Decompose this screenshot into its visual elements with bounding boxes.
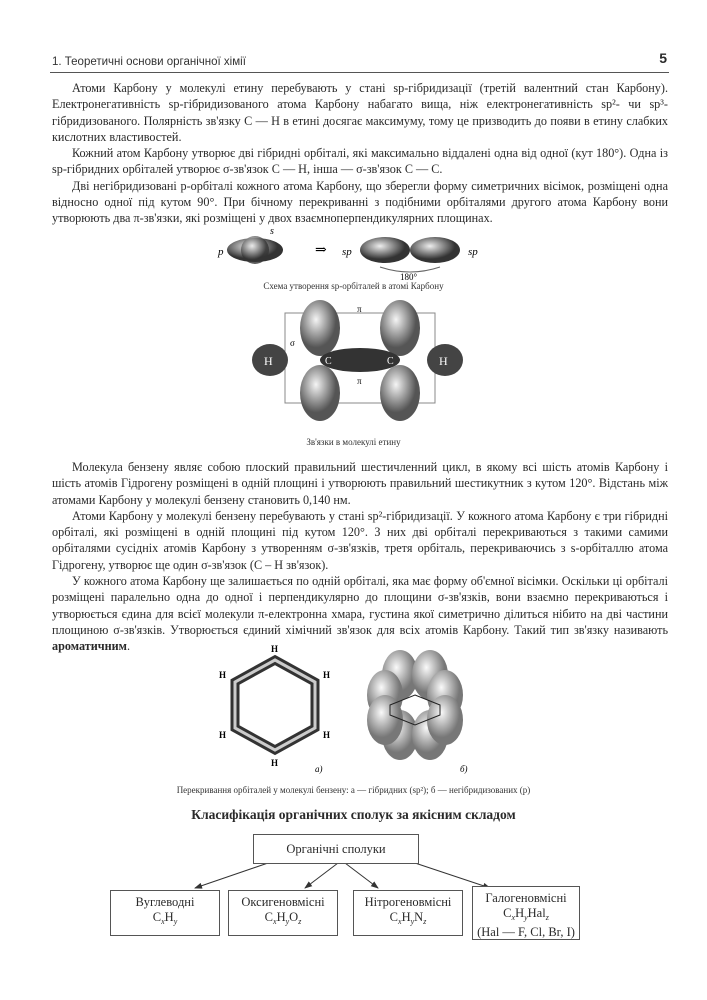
- paragraph: Дві негібридизовані p-орбіталі кожного атома Карбону, що зберегли форму симетричних вісімок, розміщені одна відносно одної під кутом 90°. При бічному перекриванні з подібними орбіталями другого атома Карбону вони утворюють два π-зв'язки, які розміщені у двох взаємноперпендикулярних площинах.: [52, 178, 668, 226]
- paragraph-text: У кожного атома Карбону ще залишається по одній орбіталі, яка має форму об'ємної вісімки. Оскільки ці орбіталі розміщені паралельно одна до одної і перпендикулярно до площини σ-зв'язків, вони взаємно перекриваються і утворюється єдина для всієї молекули π-електронна хмара, густина якої симетрично ділиться нібито на дві частини площиною σ-зв'язків. Утворюється єдиний хімічний зв'язок для всіх атомів Карбону. Такий тип зв'язку називають: [52, 574, 668, 637]
- svg-text:H: H: [323, 670, 331, 680]
- svg-text:C: C: [325, 356, 332, 367]
- formula-element: N: [414, 910, 424, 924]
- section-ethyne-text: [52, 80, 668, 227]
- formula-subscript: y: [524, 913, 528, 922]
- formula-element: C: [389, 910, 399, 924]
- figure-caption: Схема утворення sp-орбіталей в атомі Карбону: [263, 281, 444, 291]
- root-node-organic-compounds: Органічні сполуки: [253, 834, 419, 864]
- formula-subscript: x: [398, 917, 402, 926]
- svg-text:а): а): [315, 764, 323, 774]
- figure-caption: Перекривання орбіталей у молекулі бензену: а — гібридних (sp²); б — негібридизованих (p): [176, 785, 531, 795]
- svg-text:180°: 180°: [400, 272, 418, 282]
- svg-text:H: H: [264, 354, 273, 368]
- formula-element: C: [264, 910, 274, 924]
- formula-element: C: [503, 906, 512, 920]
- header-rule: [50, 72, 669, 73]
- benzene-orbitals-figure: [215, 640, 495, 780]
- category-node: [110, 890, 220, 936]
- formula-subscript: y: [173, 917, 178, 926]
- svg-text:б): б): [460, 764, 468, 774]
- formula-element: H: [515, 906, 525, 920]
- category-formula: [229, 910, 337, 929]
- svg-text:H: H: [219, 670, 227, 680]
- svg-text:σ: σ: [290, 338, 295, 348]
- category-node: [472, 886, 580, 940]
- page-number: 5: [659, 50, 667, 66]
- paragraph: Атоми Карбону у молекулі бензену перебувають у стані sp²-гібридизації. У кожного атома Карбону є три гібридні орбіталі, які розміщені в одній площині під кутом 120°. З них дві орбіталі перекриваються з такими самими орбіталями сусідніх атомів Карбону з утворенням σ-зв'язків, третя орбіталь, перекриваючись з s-орбіталлю атома Гідрогену, утворює ще один σ-зв'язок (С – Н зв'язок).: [52, 508, 668, 572]
- classification-title: Класифікація органічних сполук за якісним складом: [191, 807, 516, 822]
- formula-subscript: x: [273, 917, 277, 926]
- formula-subscript: y: [285, 917, 290, 926]
- running-header: 1. Теоретичні основи органічної хімії: [52, 56, 246, 68]
- category-name: Вуглеводні: [135, 895, 195, 909]
- svg-text:s: s: [270, 226, 274, 237]
- svg-text:p: p: [218, 246, 224, 258]
- paragraph: Кожний атом Карбону утворює дві гібридні орбіталі, які максимально віддалені одна від одної (кут 180°). Одна із sp-гібридних орбіталей утворює σ-зв'язок С — Н, інша — σ-зв'язок С — С.: [52, 146, 668, 177]
- category-name: Оксигеновмісні: [241, 895, 325, 909]
- section-benzene-text: [52, 459, 668, 655]
- category-formula: [111, 910, 219, 929]
- svg-text:sp: sp: [342, 246, 352, 258]
- svg-text:H: H: [323, 730, 331, 740]
- svg-text:H: H: [271, 758, 279, 768]
- category-formula: [473, 906, 579, 925]
- category-node: [353, 890, 463, 936]
- category-formula: [354, 910, 462, 929]
- formula-element: H: [164, 910, 174, 924]
- formula-element: O: [289, 910, 299, 924]
- svg-text:⇒: ⇒: [315, 243, 327, 258]
- svg-text:H: H: [439, 354, 448, 368]
- formula-subscript: z: [545, 913, 549, 922]
- svg-text:H: H: [271, 644, 279, 654]
- formula-element: C: [152, 910, 162, 924]
- formula-subscript: z: [423, 917, 427, 926]
- formula-subscript: x: [161, 917, 165, 926]
- formula-subscript: z: [298, 917, 302, 926]
- term-aromatic: ароматичним: [52, 639, 127, 654]
- svg-text:H: H: [219, 730, 227, 740]
- formula-subscript: y: [410, 917, 415, 926]
- svg-text:C: C: [387, 356, 394, 367]
- category-name: Нітрогеновмісні: [364, 895, 452, 909]
- sp-orbital-scheme-figure: [210, 222, 500, 282]
- formula-element: Hal: [527, 906, 546, 920]
- svg-text:π: π: [357, 304, 362, 314]
- halogen-note: (Hal — F, Cl, Br, I): [477, 925, 575, 939]
- paragraph: Атоми Карбону у молекулі етину перебувають у стані sp-гібридизації (третій валентний стан Карбону). Електронегативність sp-гібридизованого атома Карбону набагато вища, ніж електронегативність sp²- чи sp³-гібридизованого. Полярність зв'язку С — Н в етині досягає максимуму, тому це призводить до появи в етину слабких кислотних властивостей.: [52, 81, 668, 144]
- formula-element: H: [401, 910, 411, 924]
- paragraph: Молекула бензену являє собою плоский правильний шестичленний цикл, в якому всі шість атомів Карбону і шість атомів Гідрогену розміщені в одній площині і утворюють правильний шестикутник з кутом 120°. Відстань між атомами Карбону у молекулі бензену становить 0,140 нм.: [52, 460, 668, 507]
- ethyne-bonds-figure: [230, 298, 480, 428]
- category-node: [228, 890, 338, 936]
- formula-element: H: [276, 910, 286, 924]
- category-name: Галогеновмісні: [485, 891, 567, 905]
- paragraph: У кожного атома Карбону ще залишається по одній орбіталі, яка має форму об'ємної вісімки. Оскільки ці орбіталі розміщені паралельно одна до одної і перпендикулярно до площини σ-зв'язків, вони взаємно перекриваються і утворюється єдина для всієї молекули π-електронна хмара, густина якої симетрично ділиться нібито на дві частини площиною σ-зв'язків. Утворюється єдиний хімічний зв'язок для всіх атомів Карбону. Такий тип зв'язку називають ароматичним.: [52, 574, 668, 654]
- svg-text:sp: sp: [468, 246, 478, 258]
- svg-text:π: π: [357, 376, 362, 386]
- formula-subscript: x: [511, 913, 516, 922]
- figure-caption: Зв'язки в молекулі етину: [306, 437, 401, 447]
